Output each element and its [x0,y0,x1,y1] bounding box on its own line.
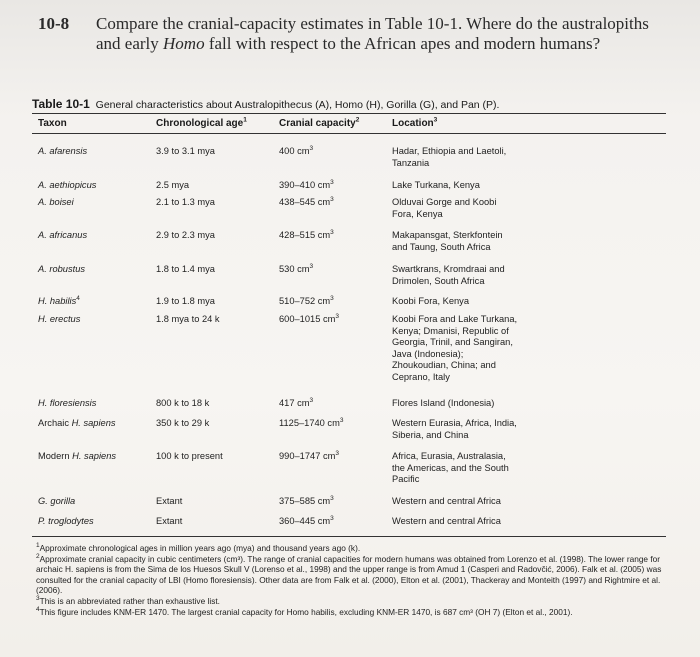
row-habilis-capacity: 510–752 $cm^3$ [279,294,334,306]
header-location: Location$^3$ [392,116,438,129]
row-afarensis-taxon: A. afarensis [38,146,88,156]
table-caption [32,97,692,111]
row-erectus-location: Koobi Fora and Lake Turkana, Kenya; Dmanisi, Republic of Georgia, Trinil, and Sangiran, Java (Indonesia); Zhoukoudian, China; and Ceprano, Italy [392,314,518,382]
row-aethiopicus-location: Lake Turkana, Kenya [392,180,480,190]
table-footnotes [36,543,672,617]
question-text: Compare the cranial-capacity estimates in Table 10-1. Where do the australopiths and early Homo fall with respect to the African apes and modern humans? [96,14,649,53]
footnote-3: $^3$This is an abbreviated rather than exhaustive list. [36,595,220,606]
row-boisei-taxon: A. boisei [38,197,74,207]
row-africanus-capacity: 428–515 $cm^3$ [279,228,334,240]
row-afarensis-location: Hadar, Ethiopia and Laetoli, Tanzania [392,146,507,168]
footnote-2: $^2$Approximate cranial capacity in cubic centimeters (cm³). The range of cranial capacities for modern humans was obtained from Lorenzo et al. (1998). The lower range for archaic H. sapiens is from the Sima de los Huesos Skull V (Lorenso et al., 1998) and the upper range is from Amud 1 (Casperi and Radovčić, 2006). Falk et al. (2005) was consulted for the cranial capacity of LBI (Homo floresiensis). Other data are from Falk et al. (2000), Elton et al. (2001), Thackeray and Monteith (1997) and Rightmire et al. (2006). [36,552,662,596]
row-africanus-taxon: A. africanus [38,230,88,240]
row-habilis-age: 1.9 to 1.8 mya [156,296,215,306]
row-africanus-location: Makapansgat, Sterkfontein and Taung, South Africa [392,230,503,252]
row-erectus-taxon: H. erectus [38,314,81,324]
row-troglodytes-age: Extant [156,516,183,526]
row-archaic-sapiens-taxon: Archaic H. sapiens [38,418,116,428]
row-robustus-location: Swartkrans, Kromdraai and Drimolen, South Africa [392,264,505,286]
row-aethiopicus-capacity: 390–410 $cm^3$ [279,178,334,190]
question-number: 10-8 [38,14,70,33]
row-afarensis-capacity: 400 $cm^3$ [279,144,314,156]
row-robustus-taxon: A. robustus [38,264,86,274]
row-aethiopicus-age: 2.5 mya [156,180,190,190]
header-chronological-age: Chronological age$^1$ [156,116,247,129]
row-modern-sapiens-taxon: Modern H. sapiens [38,451,117,461]
row-boisei-location: Olduvai Gorge and Koobi Fora, Kenya [392,197,497,219]
table-header-rule [32,133,666,134]
row-robustus-capacity: 530 $cm^3$ [279,262,314,274]
table-label: Table 10-1 [32,97,90,111]
row-aethiopicus-taxon: A. aethiopicus [38,180,97,190]
row-floresiensis-location: Flores Island (Indonesia) [392,398,495,408]
header-cranial-capacity: Cranial capacity$^2$ [279,116,360,129]
row-habilis-location: Koobi Fora, Kenya [392,296,470,306]
footnote-4: $^4$This figure includes KNM-ER 1470. The largest cranial capacity for Homo habilis, excluding KNM-ER 1470, is 687 cm³ (OH 7) (Elton et al., 2001). [36,605,573,617]
row-floresiensis-taxon: H. floresiensis [38,398,97,408]
table-bottom-rule [32,536,666,537]
row-habilis-taxon: H. habilis$^4$ [38,294,80,306]
row-modern-sapiens-capacity: 990–1747 $cm^3$ [279,449,339,461]
row-boisei-age: 2.1 to 1.3 mya [156,197,215,207]
footnote-1: $^1$Approximate chronological ages in million years ago (mya) and thousand years ago (k). [36,542,361,553]
row-modern-sapiens-location: Africa, Eurasia, Australasia, the Americas, and the South Pacific [392,451,509,484]
row-gorilla-taxon: G. gorilla [38,496,76,506]
header-taxon: Taxon [38,118,67,129]
row-erectus-age: 1.8 mya to 24 k [156,314,220,324]
row-robustus-age: 1.8 to 1.4 mya [156,264,215,274]
row-troglodytes-capacity: 360–445 $cm^3$ [279,514,334,526]
row-archaic-sapiens-age: 350 k to 29 k [156,418,210,428]
row-troglodytes-taxon: P. troglodytes [38,516,94,526]
table-top-rule [32,113,666,114]
row-afarensis-age: 3.9 to 3.1 mya [156,146,215,156]
row-gorilla-age: Extant [156,496,183,506]
row-africanus-age: 2.9 to 2.3 mya [156,230,215,240]
row-floresiensis-capacity: 417 $cm^3$ [279,396,314,408]
row-troglodytes-location: Western and central Africa [392,516,501,526]
row-archaic-sapiens-capacity: 1125–1740 $cm^3$ [279,416,344,428]
row-gorilla-capacity: 375–585 $cm^3$ [279,494,334,506]
row-modern-sapiens-age: 100 k to present [156,451,223,461]
row-erectus-capacity: 600–1015 $cm^3$ [279,312,339,324]
row-archaic-sapiens-location: Western Eurasia, Africa, India, Siberia, and China [392,418,517,440]
row-gorilla-location: Western and central Africa [392,496,501,506]
row-floresiensis-age: 800 k to 18 k [156,398,210,408]
row-boisei-capacity: 438–545 $cm^3$ [279,195,334,207]
table-description: General characteristics about Australopithecus (A), Homo (H), Gorilla (G), and Pan (P). [95,99,500,111]
